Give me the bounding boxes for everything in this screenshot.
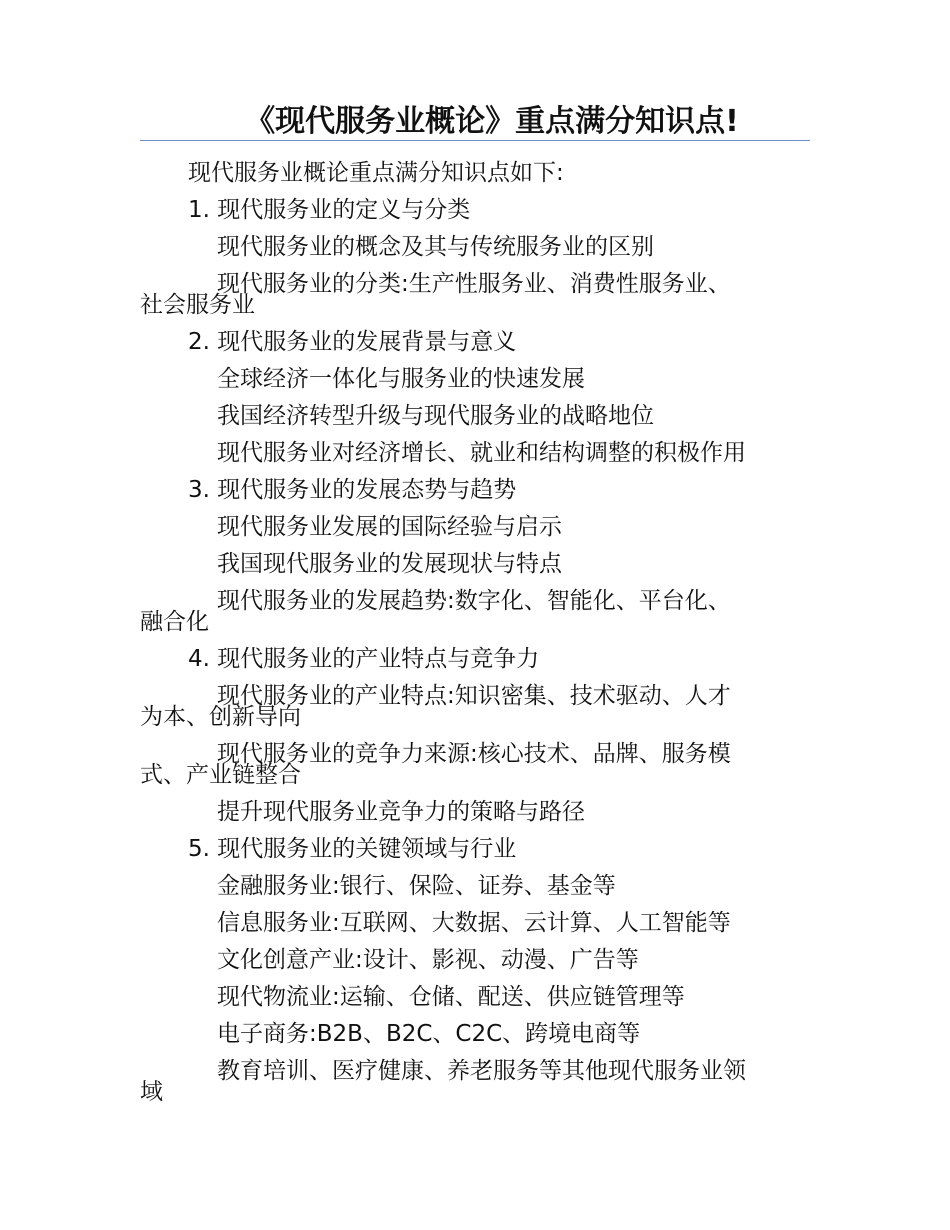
list-item: 我国现代服务业的发展现状与特点 [217, 551, 562, 577]
list-item [140, 1053, 810, 1111]
list-item-continuation: 社会服务业 [140, 292, 255, 318]
title-underline [140, 140, 810, 141]
list-item-continuation: 域 [140, 1079, 163, 1105]
list-item: 现代服务业的概念及其与传统服务业的区别 [217, 234, 654, 260]
list-item-line: 教育培训、医疗健康、养老服务等其他现代服务业领 [217, 1058, 746, 1084]
list-item [140, 583, 810, 641]
section-heading: 3. 现代服务业的发展态势与趋势 [188, 477, 517, 503]
section-heading: 4. 现代服务业的产业特点与竞争力 [188, 646, 540, 672]
list-item-continuation: 为本、创新导向 [140, 704, 301, 730]
section-heading: 2. 现代服务业的发展背景与意义 [188, 329, 517, 355]
list-item [140, 266, 810, 324]
list-item [140, 678, 810, 736]
list-item: 信息服务业:互联网、大数据、云计算、人工智能等 [217, 910, 731, 936]
list-item: 电子商务:B2B、B2C、C2C、跨境电商等 [217, 1021, 641, 1047]
list-item: 我国经济转型升级与现代服务业的战略地位 [217, 403, 654, 429]
intro-text: 现代服务业概论重点满分知识点如下: [188, 160, 564, 186]
list-item-line: 现代服务业的竞争力来源:核心技术、品牌、服务模 [217, 741, 731, 767]
list-item: 现代物流业:运输、仓储、配送、供应链管理等 [217, 984, 685, 1010]
list-item [140, 736, 810, 794]
list-item-continuation: 融合化 [140, 609, 209, 635]
list-item: 全球经济一体化与服务业的快速发展 [217, 366, 585, 392]
list-item: 文化创意产业:设计、影视、动漫、广告等 [217, 947, 639, 973]
document-body [140, 155, 810, 1111]
section-heading: 5. 现代服务业的关键领域与行业 [188, 836, 517, 862]
document-content [140, 102, 810, 1111]
list-item: 现代服务业发展的国际经验与启示 [217, 514, 562, 540]
page-title: 《现代服务业概论》重点满分知识点! [245, 104, 739, 139]
list-item: 金融服务业:银行、保险、证券、基金等 [217, 873, 616, 899]
list-item-continuation: 式、产业链整合 [140, 762, 301, 788]
list-item-line: 现代服务业的产业特点:知识密集、技术驱动、人才 [217, 683, 731, 709]
section-heading: 1. 现代服务业的定义与分类 [188, 197, 471, 223]
list-item: 提升现代服务业竞争力的策略与路径 [217, 799, 585, 825]
list-item-line: 现代服务业的发展趋势:数字化、智能化、平台化、 [217, 588, 731, 614]
list-item-line: 现代服务业的分类:生产性服务业、消费性服务业、 [217, 271, 731, 297]
list-item: 现代服务业对经济增长、就业和结构调整的积极作用 [217, 440, 746, 466]
